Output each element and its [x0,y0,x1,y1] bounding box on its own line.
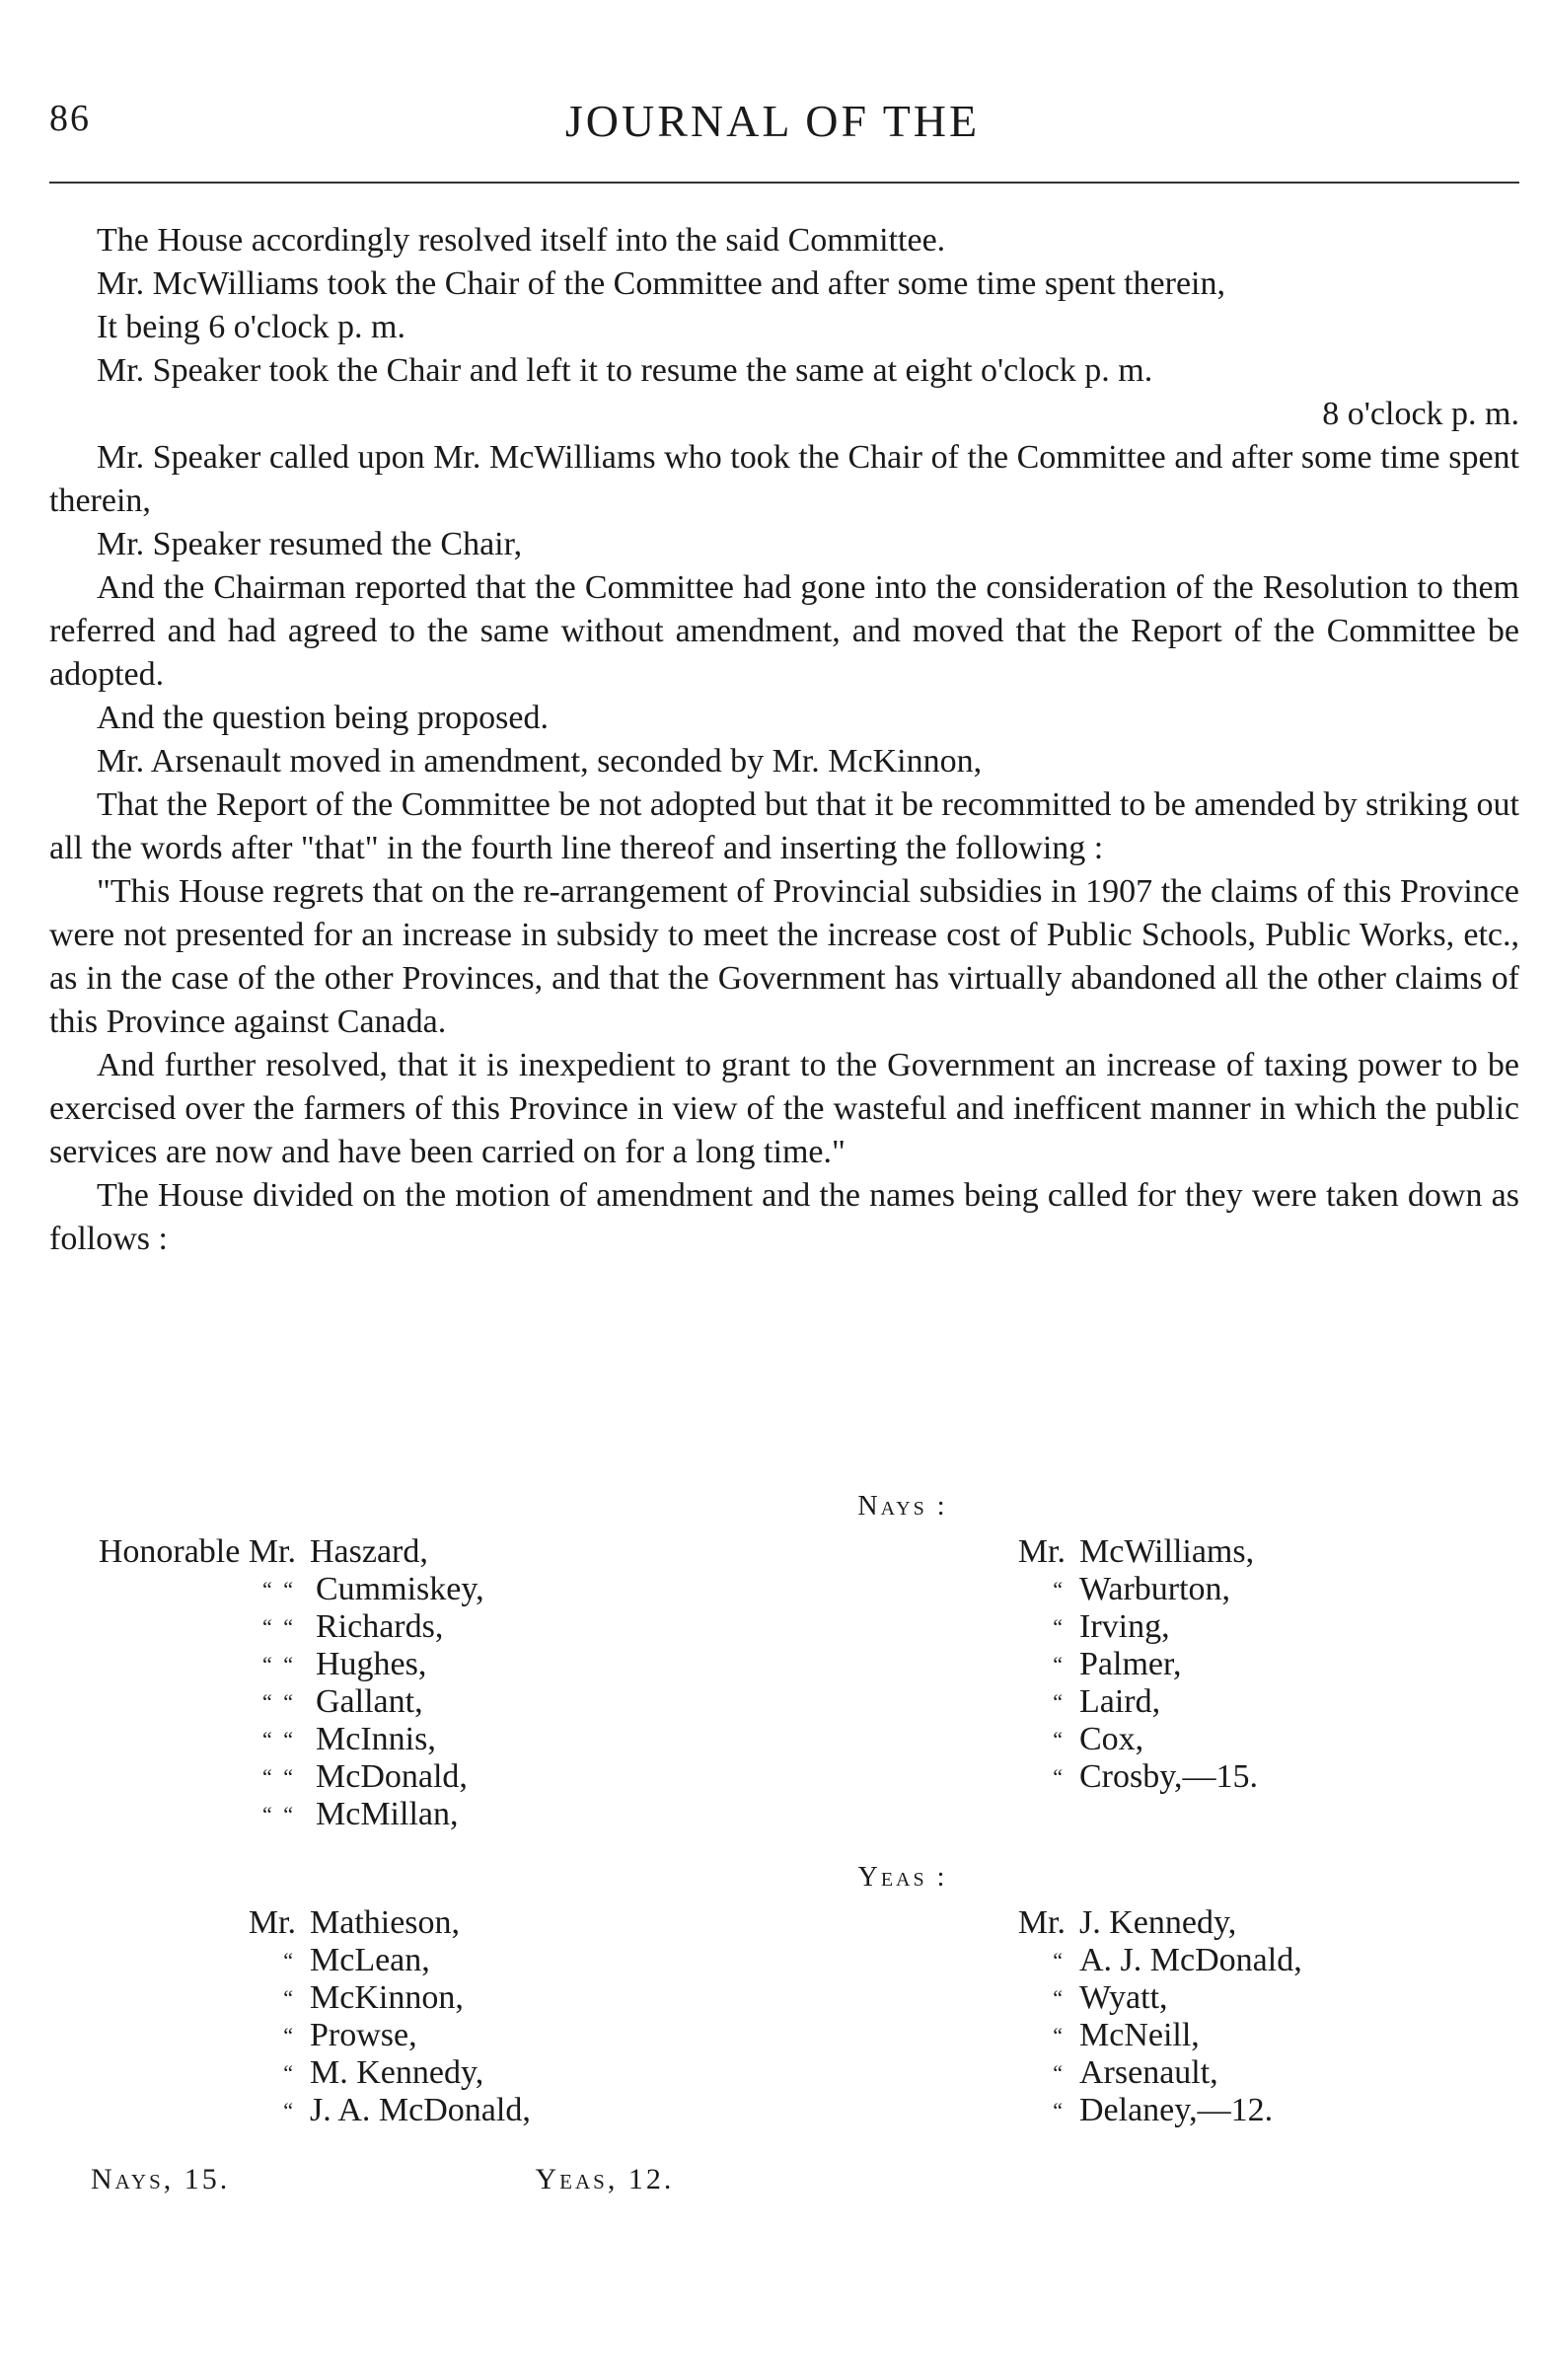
ditto-mark: “ [283,2023,296,2047]
member-name: A. J. McDonald, [1079,1942,1302,1978]
ditto-mark: “ “ [261,1577,296,1601]
member-name-row [987,1608,1258,1646]
member-name: Mathieson, [310,1904,461,1941]
member-name: M. Kennedy, [310,2054,484,2091]
member-name: Cummiskey, [316,1571,484,1607]
nays-heading: Nays : [857,1491,948,1522]
quoted-resolution-continued: And further resolved, that it is inexpedient to grant to the Government an increase of taxing power to be exercised over the farmers of this Province in view of the wasteful and inefficent manner in which the public services are now and have been carried on for a long time." [49,1047,1519,1170]
member-name-row [987,1904,1302,1942]
ditto-mark: “ “ [261,1764,296,1789]
paragraph: The House accordingly resolved itself into the said Committee. [97,222,946,259]
member-name: McMillan, [316,1796,459,1832]
member-name-row [49,2092,531,2129]
member-name-row [987,2092,1302,2129]
member-name: Hughes, [316,1646,427,1682]
member-name-row [987,1683,1258,1721]
member-name: Arsenault, [1079,2054,1218,2091]
ditto-mark: “ [283,1948,296,1972]
member-name: McLean, [310,1942,430,1978]
quoted-resolution: "This House regrets that on the re-arrangement of Provincial subsidies in 1907 the claims of this Province were not presented for an increase in subsidy to meet the increase cost of Public Schools, Public Works, etc., as in the case of the other Provinces, and that the Government has virtually abandoned all the other claims of this Province against Canada. [49,873,1519,1040]
ditto-mark: “ [1053,1985,1066,2010]
member-name-row [987,2054,1302,2092]
paragraph: And the question being proposed. [97,700,549,736]
member-name-row [49,1646,484,1683]
member-name-row [987,1758,1258,1796]
member-name-row [49,1608,484,1646]
ditto-mark: “ [1053,1577,1066,1601]
ditto-mark: “ [1053,1614,1066,1639]
nays-left-column [49,1533,484,1833]
member-name-row [49,2017,531,2054]
running-title: JOURNAL OF THE [564,96,981,146]
member-name-row [49,2054,531,2092]
division-list [49,1488,1519,2181]
yeas-block [49,1904,1519,2181]
member-name: Irving, [1079,1608,1170,1645]
paragraph: And the Chairman reported that the Committee had gone into the consideration of the Resolution to them referred and had agreed to the same without amendment, and moved that the Report of the Committee be adopted. [49,569,1519,693]
yeas-total: Yeas, 12. [535,2163,675,2195]
ditto-mark: “ “ [261,1652,296,1676]
paragraph: Mr. Speaker took the Chair and left it to resume the same at eight o'clock p. m. [97,352,1153,389]
time-marker: 8 o'clock p. m. [1322,396,1519,432]
paragraph: Mr. Arsenault moved in amendment, seconded by Mr. McKinnon, [97,743,983,780]
member-name: Gallant, [316,1683,423,1720]
header-rule [49,182,1519,184]
member-name-row [49,1796,484,1833]
member-name-row [987,1721,1258,1758]
ditto-mark: “ [283,2098,296,2122]
member-name: Richards, [316,1608,444,1645]
ditto-mark: “ [1053,2098,1066,2122]
yeas-left-column [49,1904,531,2129]
paragraph: Mr. Speaker resumed the Chair, [97,526,523,562]
ditto-mark: “ [1053,1652,1066,1676]
member-name: Laird, [1079,1683,1161,1720]
ditto-mark: “ “ [261,1727,296,1751]
member-name: Delaney,—12. [1079,2092,1274,2128]
member-title: Mr. [1017,1533,1066,1570]
member-name-row [49,1571,484,1608]
member-name: McNeill, [1079,2017,1200,2053]
paragraph: The House divided on the motion of amendment and the names being called for they were taken down as follows : [49,1177,1519,1257]
page-number: 86 [49,98,91,139]
member-title: Mr. [1017,1904,1066,1941]
member-name-row [987,1942,1302,1979]
member-title: Honorable Mr. [98,1533,296,1570]
member-title: Mr. [248,1904,296,1941]
nays-total: Nays, 15. [91,2163,231,2195]
member-name-row [987,1533,1258,1571]
paragraph: That the Report of the Committee be not adopted but that it be recommitted to be amended by striking out all the words after "that" in the fourth line thereof and inserting the following : [49,786,1519,866]
member-name-row [987,1979,1302,2017]
member-name-row [49,1979,531,2017]
member-name: Palmer, [1079,1646,1182,1682]
ditto-mark: “ [283,2060,296,2085]
member-name: Crosby,—15. [1079,1758,1259,1795]
member-name: Haszard, [310,1533,428,1570]
member-name-row [49,1942,531,1979]
member-name: McWilliams, [1079,1533,1255,1570]
member-name: Wyatt, [1079,1979,1168,2016]
member-name: McInnis, [316,1721,436,1757]
member-name: Warburton, [1079,1571,1231,1607]
ditto-mark: “ “ [261,1614,296,1639]
ditto-mark: “ “ [261,1802,296,1826]
ditto-mark: “ [1053,2023,1066,2047]
member-name-row [49,1904,531,1942]
yeas-heading: Yeas : [857,1862,948,1893]
ditto-mark: “ “ [261,1689,296,1714]
member-name-row [987,1646,1258,1683]
yeas-right-column [987,1904,1302,2129]
member-name: McDonald, [316,1758,468,1795]
body-text [49,219,1519,1261]
member-name-row [49,1721,484,1758]
member-name: McKinnon, [310,1979,464,2016]
member-name: J. Kennedy, [1079,1904,1237,1941]
ditto-mark: “ [1053,2060,1066,2085]
member-name: Prowse, [310,2017,417,2053]
vote-totals [91,2163,979,2196]
member-name: Cox, [1079,1721,1144,1757]
ditto-mark: “ [1053,1689,1066,1714]
member-name-row [987,1571,1258,1608]
member-name-row [987,2017,1302,2054]
ditto-mark: “ [1053,1727,1066,1751]
member-name-row [49,1683,484,1721]
ditto-mark: “ [283,1985,296,2010]
ditto-mark: “ [1053,1948,1066,1972]
paragraph: It being 6 o'clock p. m. [97,309,406,345]
member-name: J. A. McDonald, [310,2092,531,2128]
paragraph: Mr. Speaker called upon Mr. McWilliams who took the Chair of the Committee and after some time spent therein, [49,439,1519,519]
nays-right-column [987,1533,1258,1796]
ditto-mark: “ [1053,1764,1066,1789]
paragraph: Mr. McWilliams took the Chair of the Committee and after some time spent therein, [97,265,1225,302]
member-name-row [49,1533,484,1571]
nays-block [49,1533,1519,1859]
member-name-row [49,1758,484,1796]
